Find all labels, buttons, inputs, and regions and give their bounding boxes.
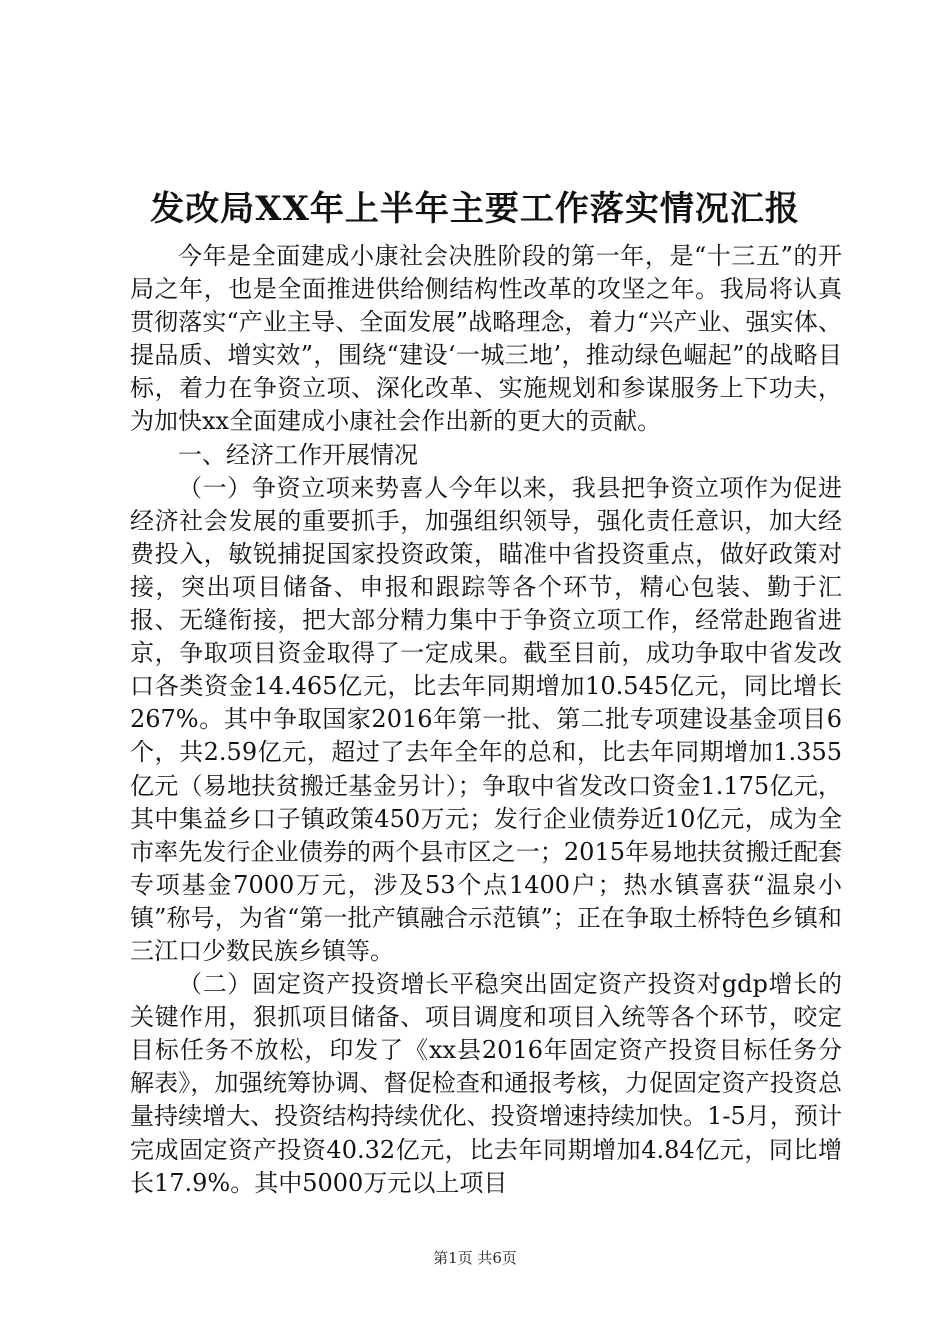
page-footer: 第1页 共6页 (433, 1249, 517, 1267)
section-heading: 一、经济工作开展情况 (178, 440, 418, 469)
intro-paragraph: 今年是全面建成小康社会决胜阶段的第一年，是“十三五”的开局之年，也是全面推进供给侧结构性改革的攻坚之年。我局将认真贯彻落实“产业主导、全面发展”战略理念，着力“兴产业、强实体、提品质、增实效”，围绕“建设‘一城三地’，推动绿色崛起”的战略目标，着力在争资立项、深化改革、实施规划和参谋服务上下功夫，为加快xx全面建成小康社会作出新的更大的贡献。 (130, 242, 842, 436)
subsection-paragraph-1: （一）争资立项来势喜人今年以来，我县把争资立项作为促进经济社会发展的重要抓手，加强组织领导，强化责任意识，加大经费投入，敏锐捕捉国家投资政策，瞄准中省投资重点，做好政策对接，突出项目储备、申报和跟踪等各个环节，精心包装、勤于汇报、无缝衔接，把大部分精力集中于争资立项工作，经常赴跑省进京，争取项目资金取得了一定成果。截至目前，成功争取中省发改口各类资金14.465亿元，比去年同期增加10.545亿元，同比增长267%。其中争取国家2016年第一批、第二批专项建设基金项目6个，共2.59亿元，超过了去年全年的总和，比去年同期增加1.355亿元（易地扶贫搬迁基金另计）；争取中省发改口资金1.175亿元，其中集益乡口子镇政策450万元；发行企业债券近10亿元，成为全市率先发行企业债券的两个县市区之一；2015年易地扶贫搬迁配套专项基金7000万元，涉及53个点1400户；热水镇喜获“温泉小镇”称号，为省“第一批产镇融合示范镇”；正在争取土桥特色乡镇和三江口少数民族乡镇等。 (130, 473, 842, 965)
document-title: 发改局XX年上半年主要工作落实情况汇报 (150, 189, 800, 229)
subsection-paragraph-2: （二）固定资产投资增长平稳突出固定资产投资对gdp增长的关键作用，狠抓项目储备、项目调度和项目入统等各个环节，咬定目标任务不放松，印发了《xx县2016年固定资产投资目标任务分解表》，加强统筹协调、督促检查和通报考核，力促固定资产投资总量持续增大、投资结构持续优化、投资增速持续加快。1-5月，预计完成固定资产投资40.32亿元，比去年同期增加4.84亿元，同比增长17.9%。其中5000万元以上项目 (130, 970, 842, 1197)
document-body (130, 240, 842, 1200)
